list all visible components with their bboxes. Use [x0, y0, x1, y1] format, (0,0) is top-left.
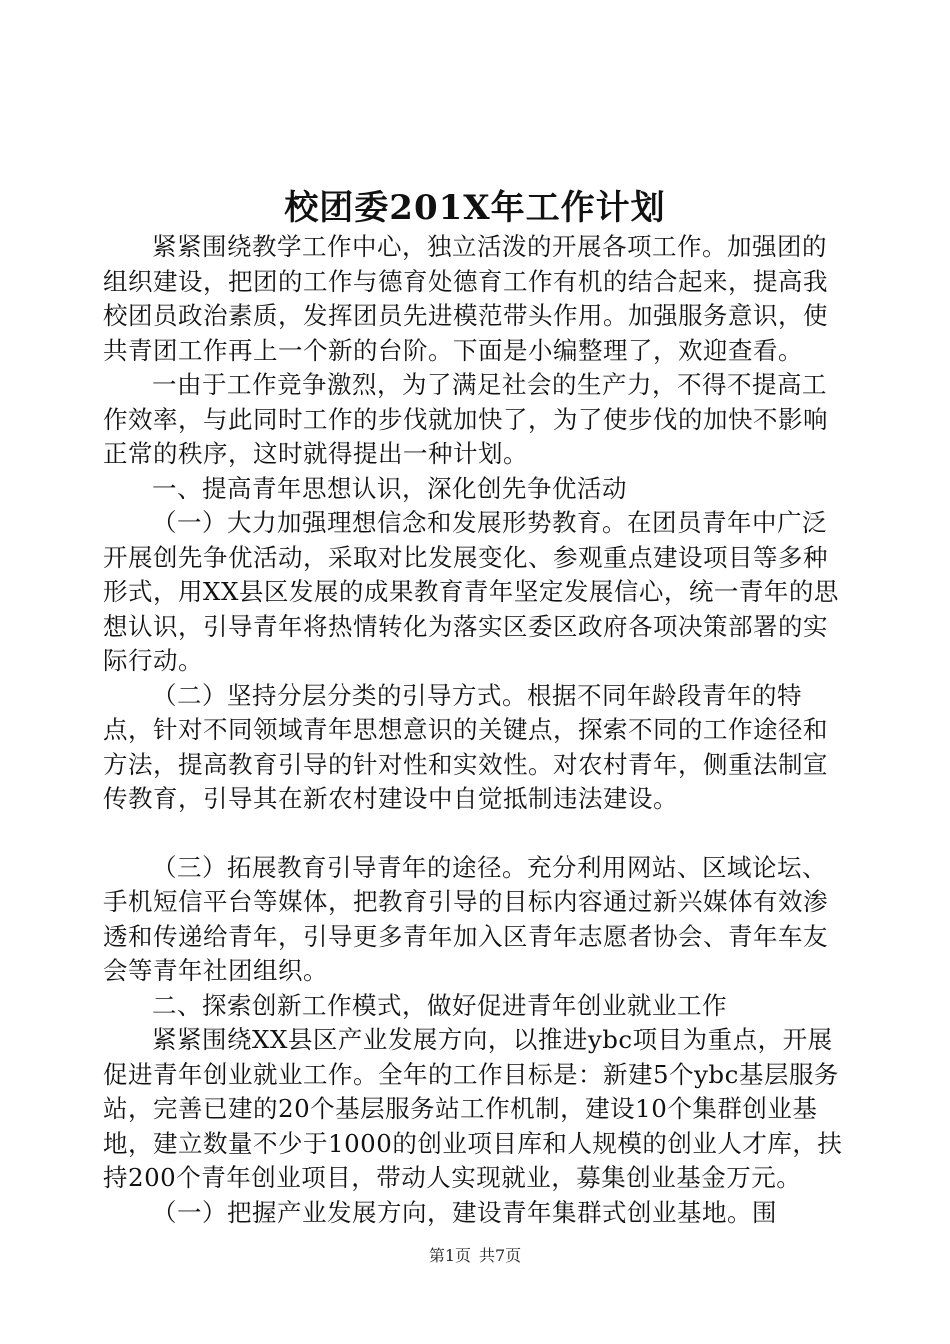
paragraph-item-1-2: （二）坚持分层分类的引导方式。根据不同年龄段青年的特点，针对不同领域青年思想意识的关键点，探索不同的工作途径和方法，提高教育引导的针对性和实效性。对农村青年，侧重法制宣传教育，引导其在新农村建设中自觉抵制违法建设。 — [103, 680, 828, 813]
paragraph-item-1-1: （一）大力加强理想信念和发展形势教育。在团员青年中广泛开展创先争优活动，采取对比发展变化、参观重点建设项目等多种形式，用XX县区发展的成果教育青年坚定发展信心，统一青年的思想认识，引导青年将热情转化为落实区委区政府各项决策部署的实际行动。 — [103, 508, 839, 675]
paragraph-intro: 紧紧围绕教学工作中心，独立活泼的开展各项工作。加强团的组织建设，把团的工作与德育处德育工作有机的结合起来，提高我校团员政治素质，发挥团员先进模范带头作用。加强服务意识，使共青团工作再上一个新的台阶。下面是小编整理了，欢迎查看。 — [103, 232, 828, 365]
paragraph-item-2-1: （一）把握产业发展方向，建设青年集群式创业基地。围 — [152, 1197, 777, 1227]
paragraph-item-1-3: （三）拓展教育引导青年的途径。充分利用网站、区域论坛、手机短信平台等媒体，把教育引导的目标内容通过新兴媒体有效渗透和传递给青年，引导更多青年加入区青年志愿者协会、青年车友会等青年社团组织。 — [103, 852, 828, 985]
section-heading-2: 二、探索创新工作模式，做好促进青年创业就业工作 — [152, 990, 727, 1020]
paragraph-section-2-intro: 紧紧围绕XX县区产业发展方向，以推进ybc项目为重点，开展促进青年创业就业工作。全年的工作目标是：新建5个ybc基层服务站，完善已建的20个基层服务站工作机制，建设10个集群创业基地，建立数量不少于1000的创业项目库和人规模的创业人才库，扶持200个青年创业项目，带动人实现就业，募集创业基金万元。 — [103, 1025, 843, 1192]
document-title: 校团委201X年工作计划 — [284, 188, 666, 228]
page-number: 第1页 — [428, 1246, 471, 1265]
paragraph-background: 一由于工作竞争激烈，为了满足社会的生产力，不得不提高工作效率，与此同时工作的步伐就加快了，为了使步伐的加快不影响正常的秩序，这时就得提出一种计划。 — [103, 370, 828, 468]
page-footer — [0, 1245, 950, 1267]
section-heading-1: 一、提高青年思想认识，深化创先争优活动 — [152, 473, 627, 503]
page-total: 共7页 — [479, 1246, 522, 1265]
document-body — [103, 230, 848, 1230]
